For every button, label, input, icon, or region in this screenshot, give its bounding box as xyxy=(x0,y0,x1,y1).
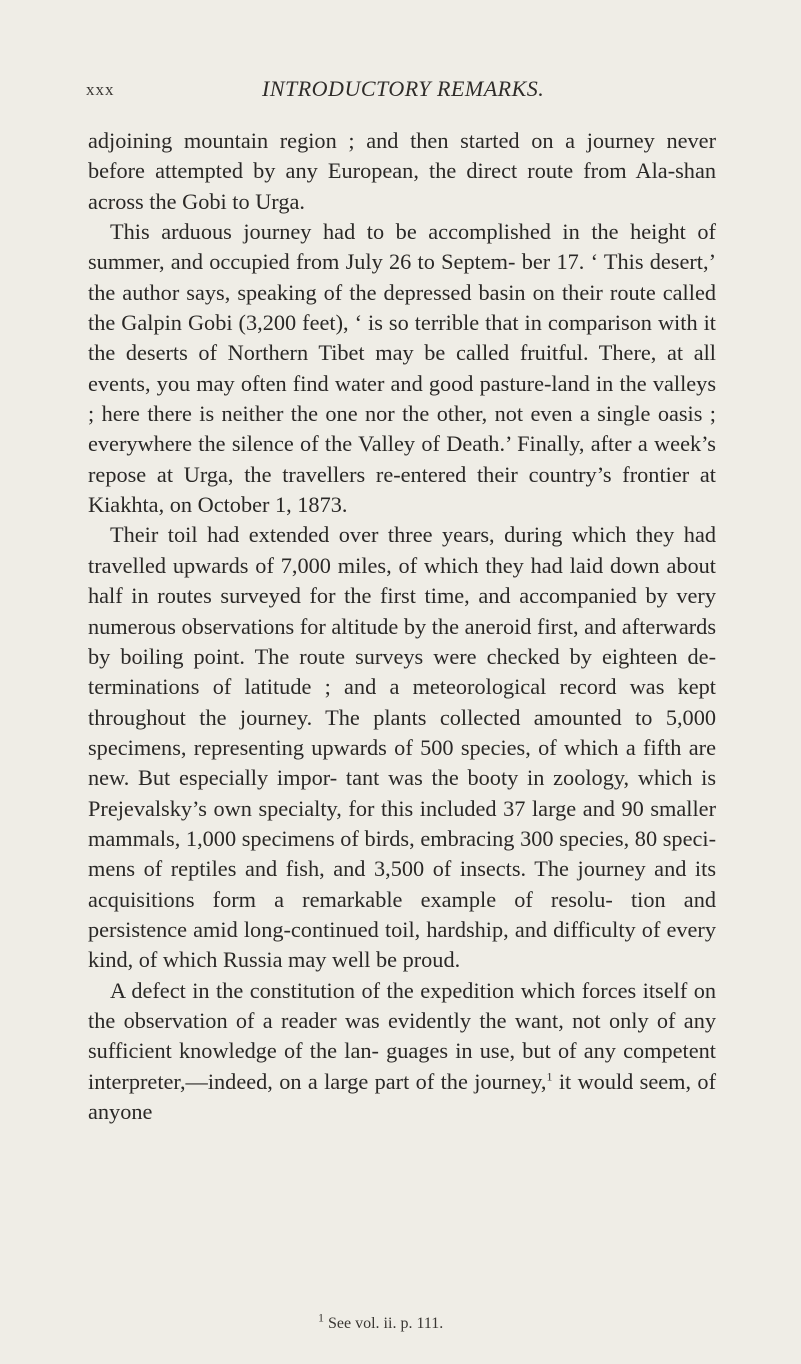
paragraph: This arduous journey had to be accomplished in the height of summer, and occupied from July 26 to Septem- ber 17. ‘ This desert,’ the author says, speaking of the depressed basin on their route called the Galpin Gobi (3,200 feet), ‘ is so terrible that in comparison with it the deserts of Northern Tibet may be called fruitful. There, at all events, you may often find water and good pasture-land in the valleys ; here there is neither the one nor the other, not even a single oasis ; everywhere the silence of the Valley of Death.’ Finally, after a week’s repose at Urga, the travellers re-entered their country’s frontier at Kiakhta, on October 1, 1873. xyxy=(88,219,716,518)
page-header xyxy=(86,76,726,110)
footnote-text: See vol. ii. p. 111. xyxy=(324,1315,444,1332)
paragraph: adjoining mountain region ; and then started on a journey never before attempted by any European, the direct route from Ala-shan across the Gobi to Urga. xyxy=(88,128,716,214)
footnote-reference[interactable]: 1 xyxy=(546,1069,553,1084)
body-text xyxy=(88,126,716,1127)
running-head: INTRODUCTORY REMARKS. xyxy=(262,76,545,101)
footnote xyxy=(318,1310,444,1333)
paragraph-text: A defect in the constitution of the expedition which forces itself on the observation of a reader was evidently the want, not only of any sufficient knowledge of the lan- guages in use, but of any competent interpreter,—indeed, on a large part of the journey, xyxy=(88,977,716,1094)
footnote-marker: 1 xyxy=(318,1310,324,1325)
paragraph-text: it would seem, of anyone xyxy=(88,1068,717,1124)
page-number: xxx xyxy=(86,80,115,99)
paragraph: Their toil had extended over three years, during which they had travelled upwards of 7,000 miles, of which they had laid down about half in routes surveyed for the first time, and accompanied by very numerous observations for altitude by the aneroid first, and afterwards by boiling point. The route surveys were checked by eighteen de- terminations of latitude ; and a meteorological record was kept throughout the journey. The plants collected amounted to 5,000 specimens, representing upwards of 500 species, of which a fifth are new. But especially impor- tant was the booty in zoology, which is Prejevalsky’s own specialty, for this included 37 large and 90 smaller mammals, 1,000 specimens of birds, embracing 300 species, 80 speci- mens of reptiles and fish, and 3,500 of insects. The journey and its acquisitions form a remarkable example of resolu- tion and persistence amid long-continued toil, hardship, and difficulty of every kind, of which Russia may well be proud. xyxy=(88,522,716,973)
paragraph xyxy=(88,976,716,1128)
